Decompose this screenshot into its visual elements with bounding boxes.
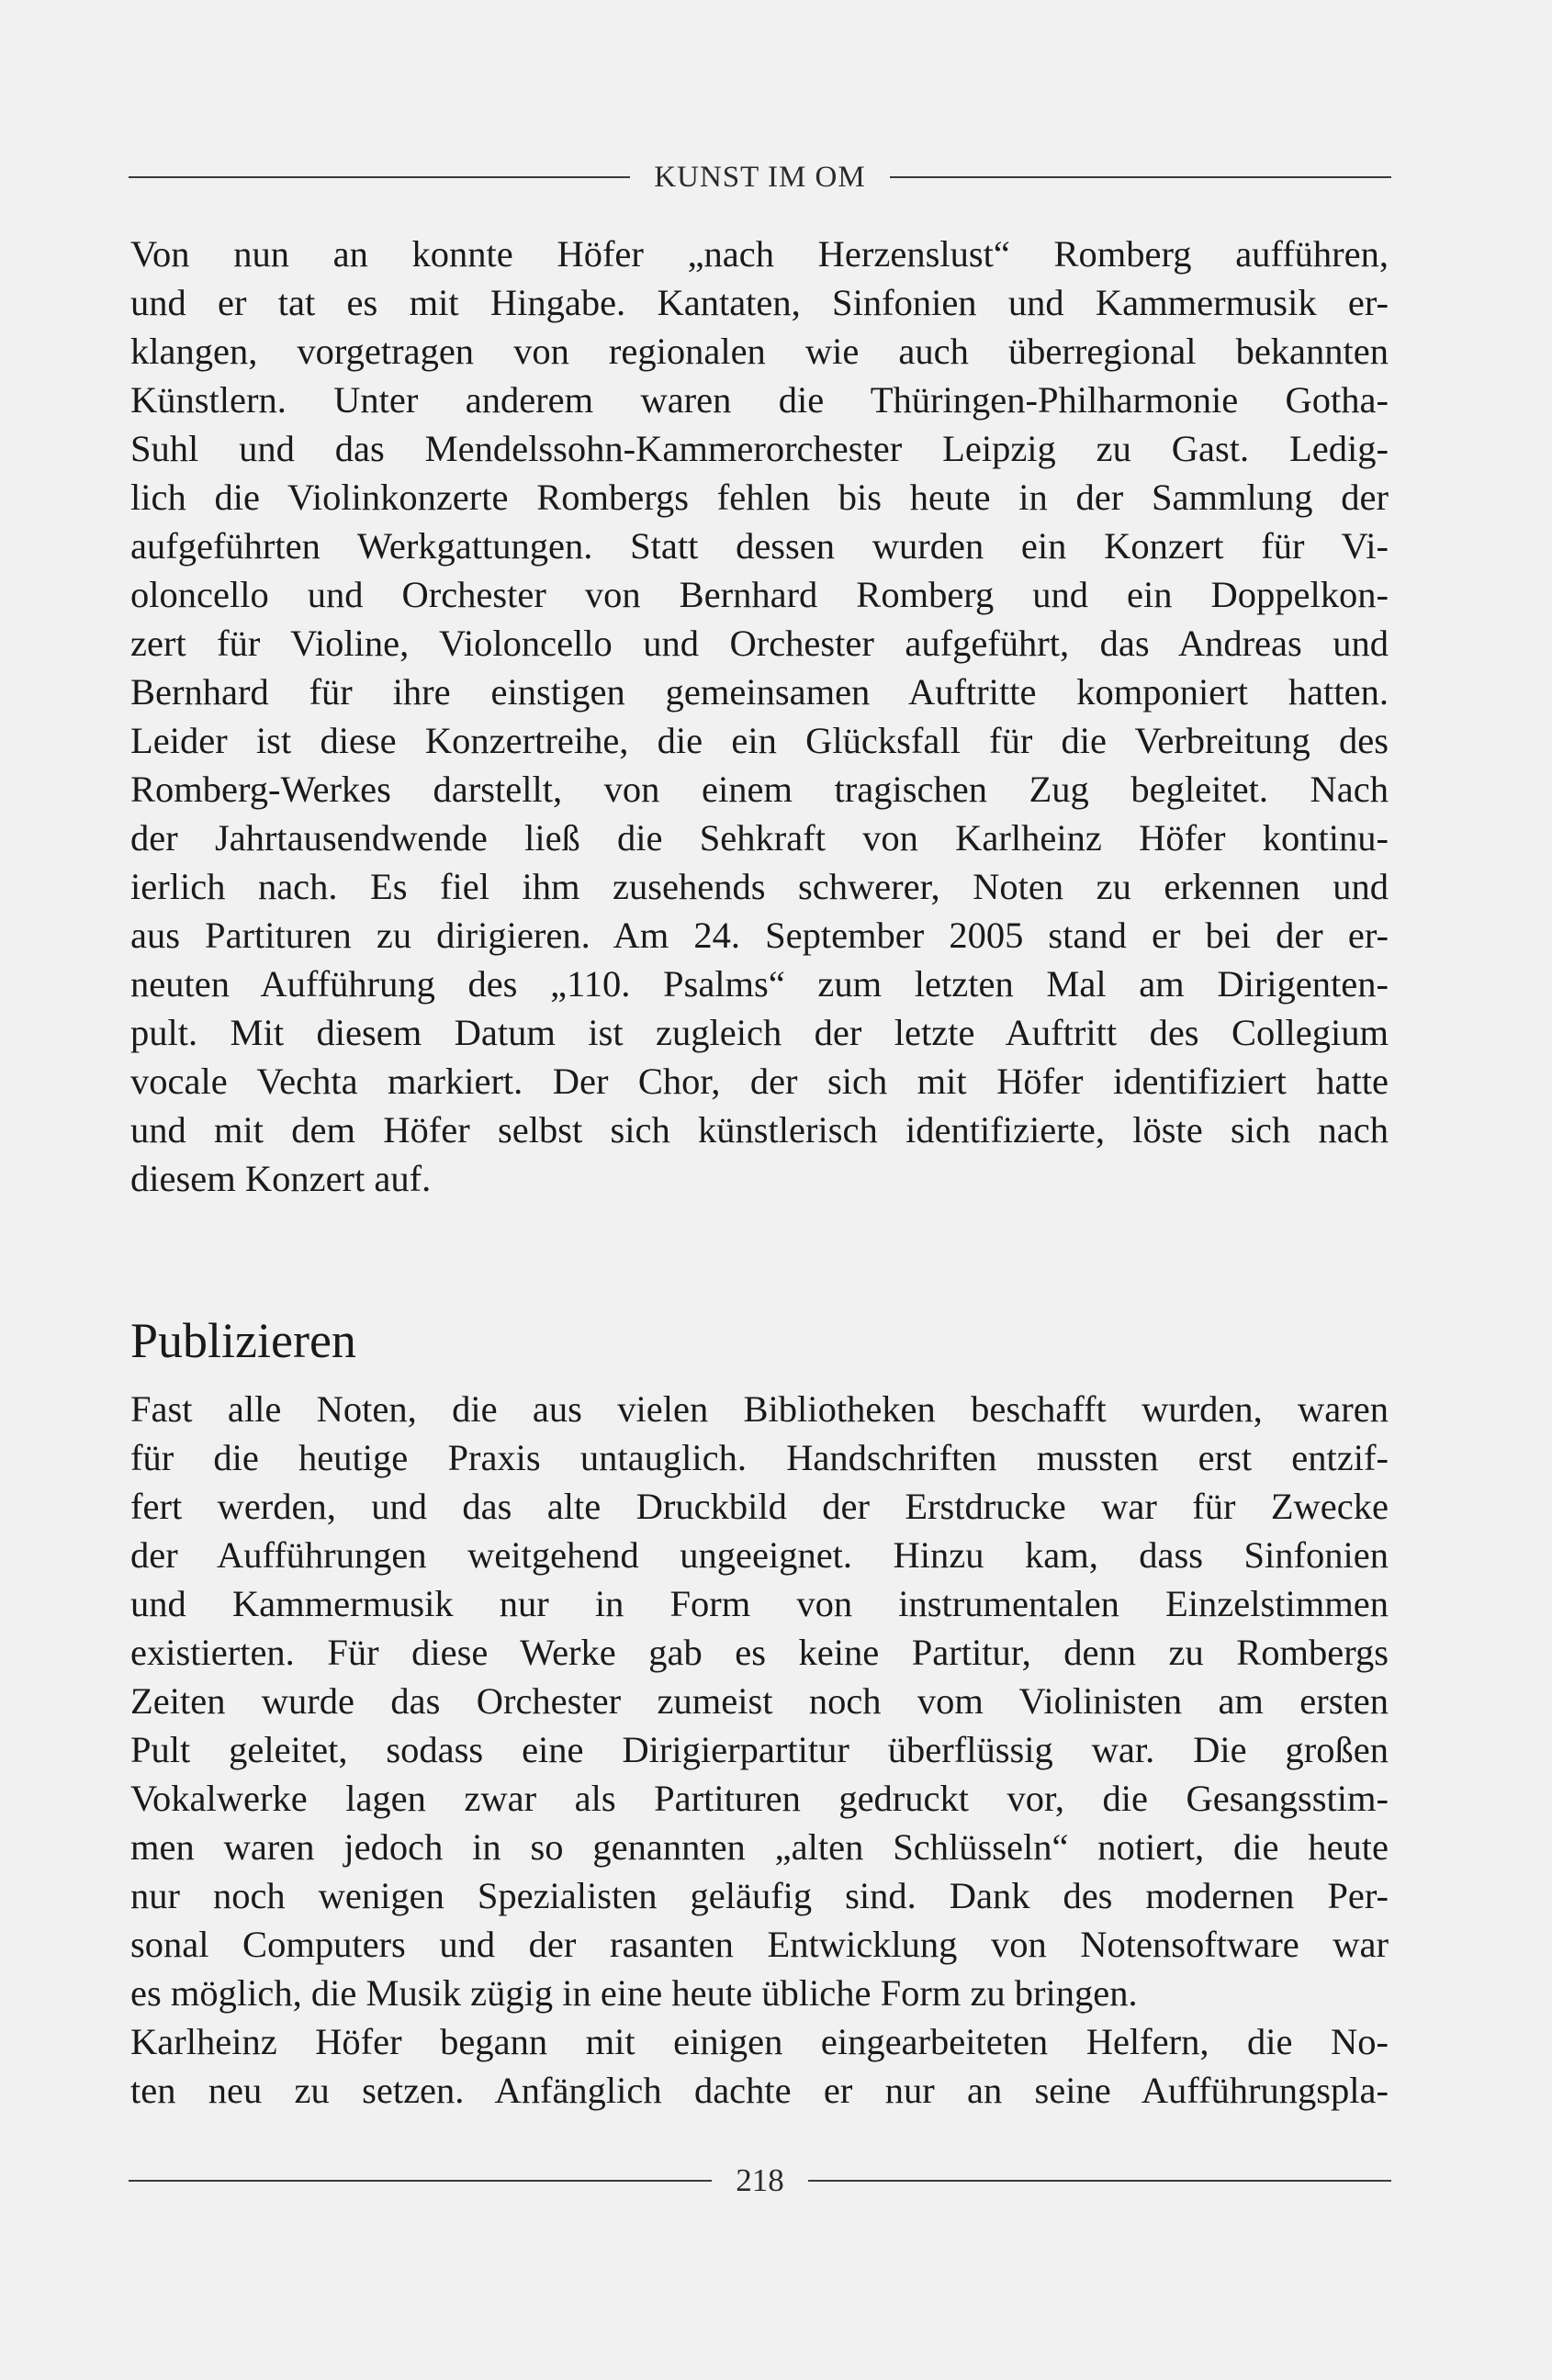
text-line: Künstlern. Unter anderem waren die Thüringen-Philharmonie Gotha- <box>130 379 1389 421</box>
text-line: fert werden, und das alte Druckbild der Erstdrucke war für Zwecke <box>130 1486 1389 1527</box>
paragraph-body-1 <box>130 230 1389 1203</box>
text-line: nur noch wenigen Spezialisten geläufig sind. Dank des modernen Per- <box>130 1875 1389 1916</box>
text-line: Karlheinz Höfer begann mit einigen eingearbeiteten Helfern, die No- <box>130 2021 1389 2062</box>
text-line: und er tat es mit Hingabe. Kantaten, Sinfonien und Kammermusik er- <box>130 282 1389 323</box>
text-line: es möglich, die Musik zügig in eine heute übliche Form zu bringen. <box>130 1972 1138 2014</box>
text-line: und mit dem Höfer selbst sich künstlerisch identifizierte, löste sich nach <box>130 1109 1389 1151</box>
text-line: klangen, vorgetragen von regionalen wie auch überregional bekannten <box>130 331 1389 372</box>
text-line: Suhl und das Mendelssohn-Kammerorchester Leipzig zu Gast. Ledig- <box>130 428 1389 469</box>
text-line: aus Partituren zu dirigieren. Am 24. September 2005 stand er bei der er- <box>130 915 1389 956</box>
text-line: Zeiten wurde das Orchester zumeist noch vom Violinisten am ersten <box>130 1680 1389 1722</box>
header-rule-left <box>129 176 630 178</box>
text-line: Vokalwerke lagen zwar als Partituren gedruckt vor, die Gesangsstim- <box>130 1778 1389 1819</box>
text-line: neuten Aufführung des „110. Psalms“ zum letzten Mal am Dirigenten- <box>130 963 1389 1005</box>
page-footer <box>129 2158 1391 2204</box>
text-line: Fast alle Noten, die aus vielen Bibliotheken beschafft wurden, waren <box>130 1388 1389 1430</box>
text-line: existierten. Für diese Werke gab es keine Partitur, denn zu Rombergs <box>130 1632 1389 1673</box>
text-line: ierlich nach. Es fiel ihm zusehends schwerer, Noten zu erkennen und <box>130 866 1389 907</box>
text-line: der Aufführungen weitgehend ungeeignet. Hinzu kam, dass Sinfonien <box>130 1534 1389 1576</box>
text-line: Pult geleitet, sodass eine Dirigierpartitur überflüssig war. Die großen <box>130 1729 1389 1770</box>
text-line: lich die Violinkonzerte Rombergs fehlen bis heute in der Sammlung der <box>130 477 1389 518</box>
footer-rule-left <box>129 2180 712 2182</box>
text-line: diesem Konzert auf. <box>130 1158 432 1199</box>
text-line: aufgeführten Werkgattungen. Statt dessen wurden ein Konzert für Vi- <box>130 525 1389 567</box>
text-line: pult. Mit diesem Datum ist zugleich der letzte Auftritt des Collegium <box>130 1012 1389 1053</box>
text-line: men waren jedoch in so genannten „alten Schlüsseln“ notiert, die heute <box>130 1826 1389 1868</box>
running-header <box>129 154 1391 200</box>
text-line: ten neu zu setzen. Anfänglich dachte er nur an seine Aufführungspla- <box>130 2070 1389 2111</box>
footer-rule-right <box>808 2180 1391 2182</box>
running-title: KUNST IM OM <box>654 160 866 194</box>
text-line: Leider ist diese Konzertreihe, die ein Glücksfall für die Verbreitung des <box>130 720 1389 761</box>
header-rule-right <box>890 176 1391 178</box>
text-line: Bernhard für ihre einstigen gemeinsamen Auftritte komponiert hatten. <box>130 671 1389 713</box>
text-line: der Jahrtausendwende ließ die Sehkraft von Karlheinz Höfer kontinu- <box>130 817 1389 859</box>
text-line: vocale Vechta markiert. Der Chor, der sich mit Höfer identifiziert hatte <box>130 1061 1389 1102</box>
section-heading: Publizieren <box>130 1313 356 1368</box>
text-line: sonal Computers und der rasanten Entwicklung von Notensoftware war <box>130 1924 1389 1965</box>
text-line: und Kammermusik nur in Form von instrumentalen Einzelstimmen <box>130 1583 1389 1624</box>
page-number: 218 <box>736 2162 784 2198</box>
paragraph-body-2 <box>130 1385 1389 2115</box>
text-line: Von nun an konnte Höfer „nach Herzenslust“ Romberg aufführen, <box>130 233 1389 275</box>
text-line: für die heutige Praxis untauglich. Handschriften mussten erst entzif- <box>130 1437 1389 1478</box>
text-line: oloncello und Orchester von Bernhard Romberg und ein Doppelkon- <box>130 574 1389 615</box>
text-line: zert für Violine, Violoncello und Orchester aufgeführt, das Andreas und <box>130 623 1389 664</box>
text-line: Romberg-Werkes darstellt, von einem tragischen Zug begleitet. Nach <box>130 769 1389 810</box>
